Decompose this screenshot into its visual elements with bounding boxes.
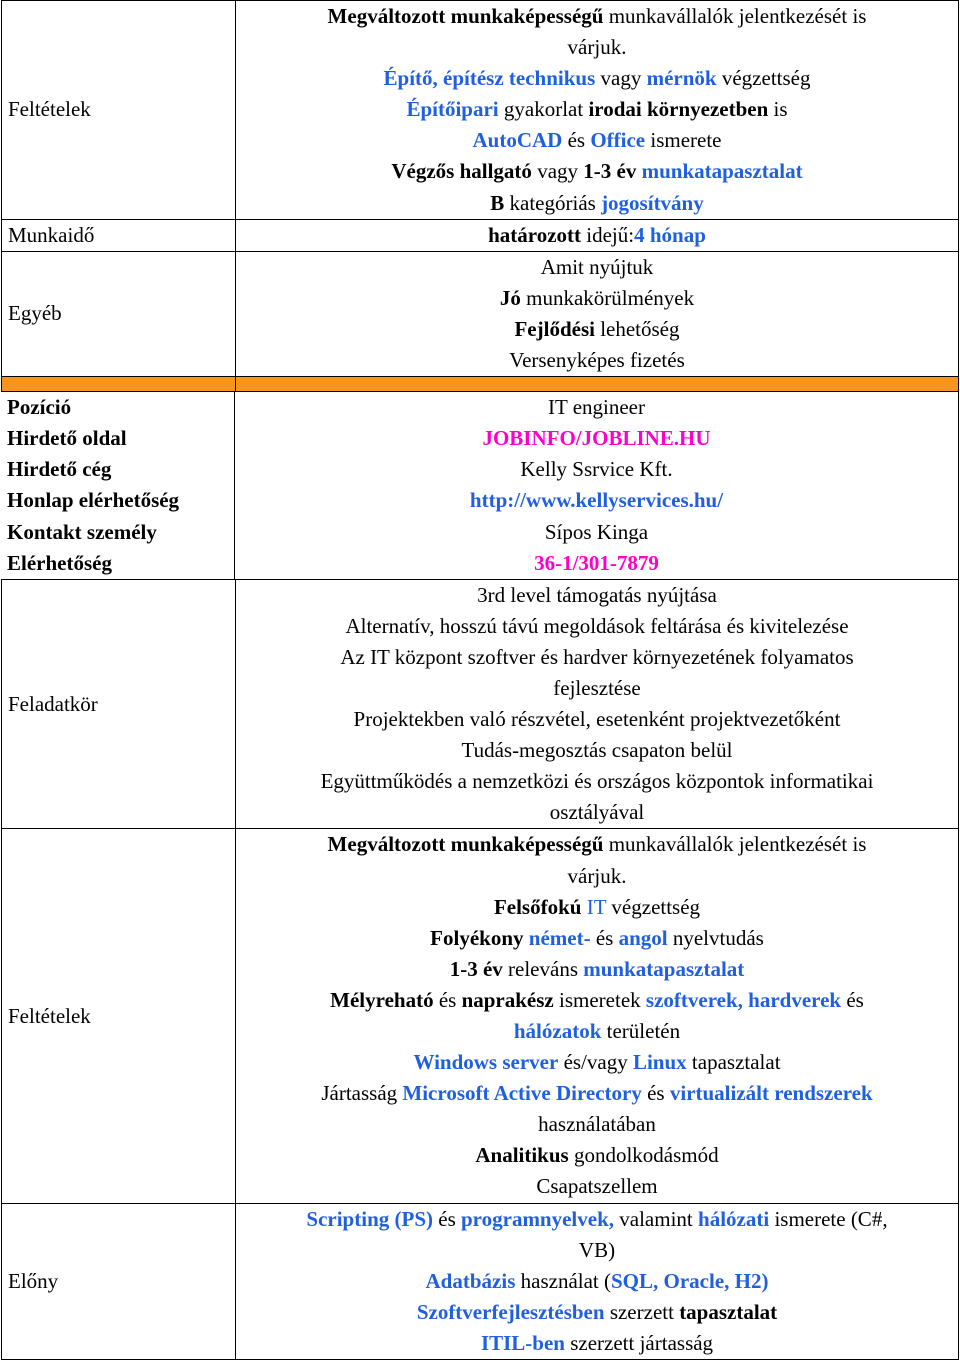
- text-run: nyelvtudás: [667, 925, 764, 950]
- tasks-value: [236, 579, 959, 829]
- text-run: és: [433, 1206, 461, 1231]
- text-line: [236, 345, 958, 376]
- working-hours-label: Munkaidő: [2, 219, 236, 251]
- text-run: és: [590, 925, 619, 950]
- text-line: [236, 1109, 958, 1140]
- requirements-row: [2, 1, 959, 220]
- text-run: Amit nyújtuk: [540, 254, 654, 279]
- other-value: [236, 251, 959, 376]
- text-run: Mélyreható: [330, 987, 434, 1012]
- text-run: jogosítvány: [601, 190, 704, 215]
- separator-row: [2, 377, 959, 392]
- text-run: JOBINFO/JOBLINE.HU: [482, 426, 711, 451]
- text-run: szoftverek, hardverek: [645, 987, 842, 1012]
- info-table: [1, 392, 959, 579]
- text-line: [236, 1171, 958, 1202]
- info-row: [1, 485, 959, 516]
- tasks-label: Feladatkör: [2, 579, 236, 829]
- text-line: [236, 63, 958, 94]
- advantage-label: Előny: [2, 1203, 236, 1359]
- text-line: [236, 642, 958, 673]
- text-line: [236, 1204, 958, 1235]
- text-run: Versenyképes fizetés: [509, 348, 685, 373]
- text-run: várjuk.: [567, 35, 627, 60]
- text-run: virtualizált rendszerek: [669, 1081, 873, 1106]
- text-line: [236, 704, 958, 735]
- text-run: Felsőfokú: [493, 894, 582, 919]
- requirements2-label: Feltételek: [2, 829, 236, 1203]
- text-run: naprakész: [461, 987, 554, 1012]
- text-run: Alternatív, hosszú távú megoldások feltárása és kivitelezése: [345, 613, 849, 638]
- text-run: hálózatok: [513, 1019, 602, 1043]
- text-run: végzettség: [716, 66, 811, 91]
- text-run: Sípos Kinga: [544, 519, 649, 544]
- text-line: [236, 1016, 958, 1047]
- info-label: Kontakt személy: [7, 519, 157, 544]
- info-value: [235, 485, 959, 516]
- text-run: lehetőség: [594, 316, 680, 341]
- text-run: ismerete (C#,: [769, 1206, 888, 1231]
- text-line: [236, 985, 958, 1016]
- text-run: Office: [590, 128, 646, 153]
- text-run: Analitikus: [475, 1143, 569, 1168]
- text-line: [236, 252, 958, 283]
- text-line: [236, 1140, 958, 1171]
- text-run: kategóriás: [504, 190, 602, 215]
- text-line: [236, 923, 958, 954]
- text-line: [236, 673, 958, 704]
- text-run: B: [490, 190, 505, 215]
- separator-cell-right: [236, 377, 959, 392]
- job-listing-table: [1, 0, 959, 392]
- text-run: ismeretek: [553, 987, 646, 1012]
- text-run: tapasztalat: [679, 1299, 778, 1324]
- text-run: és: [841, 987, 864, 1012]
- info-row: [1, 392, 959, 423]
- text-run: Projektekben való részvétel, esetenként projektvezetőként: [353, 707, 841, 732]
- info-value: [235, 517, 959, 548]
- tasks-row: [2, 579, 959, 829]
- text-run: http://www.kellyservices.hu/: [469, 488, 724, 513]
- text-run: Adatbázis: [425, 1268, 516, 1293]
- info-label: Hirdető oldal: [7, 426, 127, 451]
- text-run: munkavállalók jelentkezését is: [603, 832, 867, 857]
- working-hours-value: [236, 219, 959, 251]
- text-line: [236, 735, 958, 766]
- info-value: [235, 454, 959, 485]
- text-line: [236, 829, 958, 860]
- text-line: [236, 580, 958, 611]
- text-run: használat (: [515, 1268, 611, 1293]
- text-line: [236, 220, 958, 251]
- text-run: Megváltozott munkaképességű: [327, 832, 604, 857]
- text-run: Csapatszellem: [536, 1174, 658, 1199]
- text-run: használatában: [538, 1112, 656, 1137]
- text-line: [236, 283, 958, 314]
- text-line: [236, 1047, 958, 1078]
- text-run: Scripting (PS): [306, 1206, 433, 1231]
- text-run: 36-1/301-7879: [534, 550, 659, 575]
- text-line: [236, 156, 958, 187]
- text-run: programnyelvek,: [461, 1206, 615, 1231]
- text-run: és: [562, 128, 591, 153]
- text-run: IT engineer: [548, 395, 645, 420]
- requirements2-value: [236, 829, 959, 1203]
- text-run: Linux: [632, 1050, 687, 1075]
- other-label: Egyéb: [2, 251, 236, 376]
- text-run: Fejlődési: [514, 316, 595, 341]
- info-row: [1, 548, 959, 579]
- text-run: várjuk.: [567, 863, 627, 888]
- info-label: Pozíció: [7, 395, 72, 420]
- info-label: Hirdető cég: [7, 457, 112, 482]
- text-run: területén: [601, 1019, 681, 1043]
- text-run: gyakorlat: [498, 97, 589, 122]
- text-run: 4 hónap: [634, 222, 706, 247]
- text-line: [236, 861, 958, 892]
- text-run: mérnök: [646, 66, 717, 91]
- text-line: [236, 1297, 958, 1328]
- text-line: [236, 954, 958, 985]
- text-run: Windows server: [413, 1050, 559, 1075]
- text-line: [236, 1266, 958, 1297]
- text-run: tapasztalat: [686, 1050, 781, 1075]
- text-run: ITIL-ben: [480, 1330, 565, 1355]
- text-run: Szoftverfejlesztésben: [416, 1299, 605, 1324]
- text-line: [236, 188, 958, 219]
- info-row: [1, 517, 959, 548]
- text-run: munkatapasztalat: [583, 956, 745, 981]
- info-row: [1, 423, 959, 454]
- text-run: 1-3 év: [583, 159, 637, 184]
- info-row: [1, 454, 959, 485]
- text-run: osztályával: [549, 800, 645, 825]
- requirements2-row: [2, 829, 959, 1203]
- text-run: és: [641, 1081, 670, 1106]
- text-run: gondolkodásmód: [568, 1143, 719, 1168]
- info-value: [235, 548, 959, 579]
- text-run: irodai környezetben: [588, 97, 769, 122]
- advantage-value: [236, 1203, 959, 1359]
- advantage-row: [2, 1203, 959, 1359]
- text-run: Építőipari: [406, 97, 499, 122]
- text-run: vagy: [595, 66, 647, 91]
- working-hours-row: [2, 219, 959, 251]
- text-run: Együttműködés a nemzetközi és országos központok informatikai: [320, 769, 874, 794]
- job-details-table: [1, 579, 959, 1360]
- text-run: valamint: [614, 1206, 699, 1231]
- text-line: [236, 94, 958, 125]
- text-run: AutoCAD: [472, 128, 563, 153]
- info-value: [235, 423, 959, 454]
- text-run: vagy: [531, 159, 584, 184]
- text-run: angol: [618, 925, 668, 950]
- text-line: [236, 1078, 958, 1109]
- text-run: ismerete: [645, 128, 722, 153]
- text-run: Megváltozott munkaképességű: [327, 4, 604, 28]
- text-run: munkavállalók jelentkezését is: [603, 4, 867, 28]
- text-run: munkakörülmények: [520, 285, 695, 310]
- text-line: [236, 125, 958, 156]
- text-run: német-: [528, 925, 591, 950]
- text-run: Jó: [499, 285, 521, 310]
- requirements-label: Feltételek: [2, 1, 236, 220]
- text-run: Az IT központ szoftver és hardver környezetének folyamatos: [340, 644, 854, 669]
- text-run: VB): [578, 1237, 616, 1262]
- text-run: Építő, építész technikus: [383, 66, 596, 91]
- text-line: [236, 314, 958, 345]
- text-line: [236, 892, 958, 923]
- text-line: [236, 797, 958, 828]
- text-run: idejű:: [581, 222, 635, 247]
- text-run: munkatapasztalat: [641, 159, 803, 184]
- text-run: végzettség: [606, 894, 701, 919]
- info-label: Honlap elérhetőség: [7, 488, 180, 513]
- text-run: szerzett jártasság: [564, 1330, 714, 1355]
- text-run: Tudás-megosztás csapaton belül: [461, 738, 733, 763]
- text-run: Jártasság: [321, 1081, 403, 1106]
- requirements-value: [236, 1, 959, 220]
- text-run: Végzős hallgató: [391, 159, 532, 184]
- info-label: Elérhetőség: [7, 550, 112, 575]
- text-run: és: [433, 987, 462, 1012]
- text-run: Folyékony: [430, 925, 524, 950]
- text-line: [236, 611, 958, 642]
- text-run: Microsoft Active Directory: [402, 1081, 642, 1106]
- text-run: fejlesztése: [553, 675, 641, 700]
- text-run: 3rd level támogatás nyújtása: [477, 582, 717, 607]
- text-run: is: [768, 97, 788, 122]
- text-line: [236, 32, 958, 63]
- text-run: IT: [586, 894, 607, 919]
- text-run: határozott: [488, 222, 582, 247]
- text-run: Kelly Ssrvice Kft.: [520, 457, 673, 482]
- text-run: releváns: [502, 956, 584, 981]
- text-line: [236, 766, 958, 797]
- text-run: és/vagy: [558, 1050, 633, 1075]
- text-line: [236, 1, 958, 32]
- text-run: SQL, Oracle, H2): [611, 1268, 769, 1293]
- text-line: [236, 1328, 958, 1359]
- other-row: [2, 251, 959, 376]
- separator-cell-left: [2, 377, 236, 392]
- text-run: hálózati: [698, 1206, 770, 1231]
- text-run: 1-3 év: [449, 956, 503, 981]
- info-value: [235, 392, 959, 423]
- text-run: szerzett: [604, 1299, 680, 1324]
- text-line: [236, 1235, 958, 1266]
